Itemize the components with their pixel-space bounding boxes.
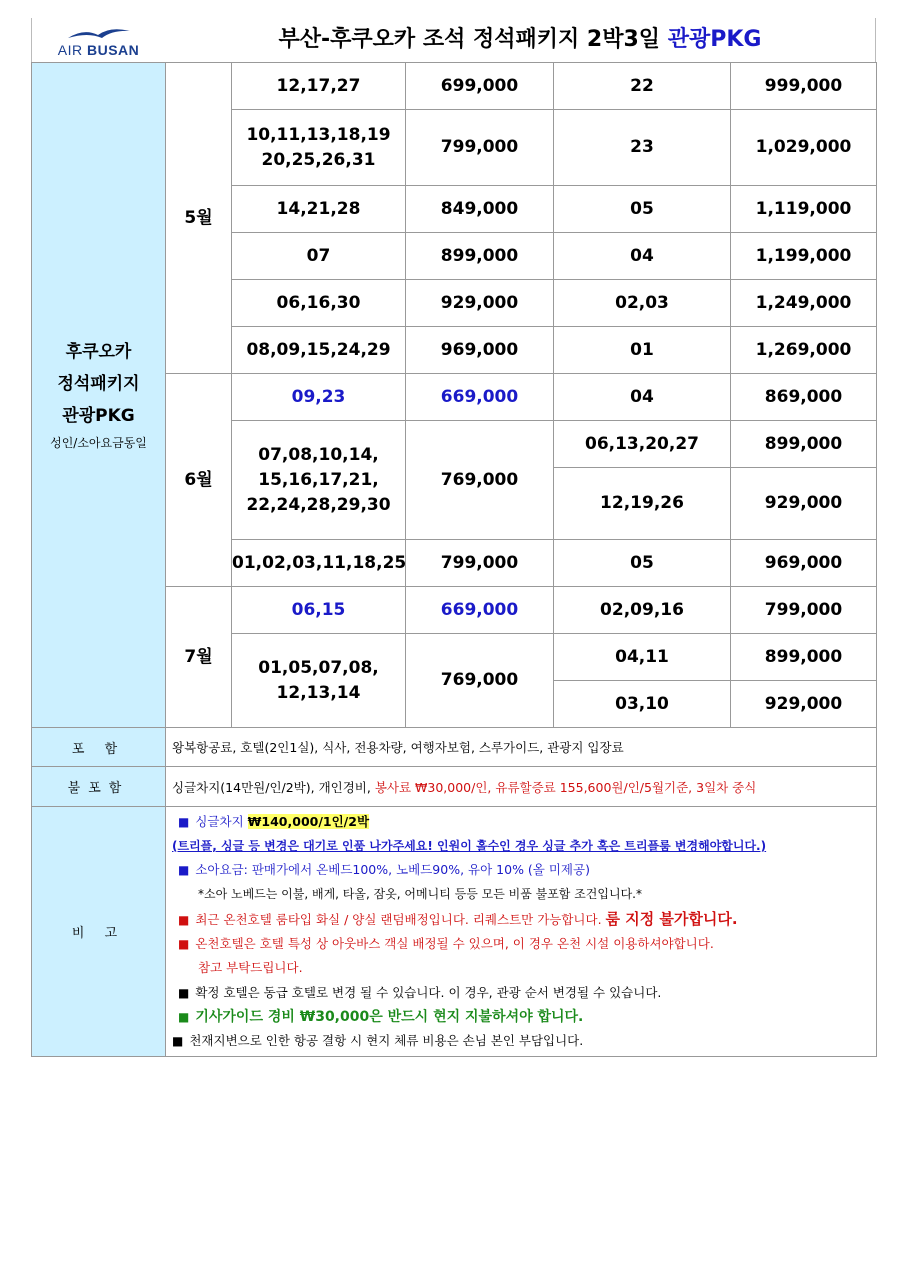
note-disaster-text: 천재지변으로 인한 항공 결항 시 현지 체류 비용은 손님 본인 부담입니다.: [189, 1033, 584, 1049]
note-onsen: [172, 932, 870, 956]
include-label: 포 함: [32, 728, 166, 767]
dates-line: 15,16,17,21,: [258, 469, 379, 490]
package-label-cell: [32, 63, 166, 728]
blue-square-icon: ■: [178, 814, 190, 829]
departure-dates: [232, 110, 406, 186]
price: 769,000: [406, 634, 554, 728]
price: 1,249,000: [731, 280, 877, 327]
exclude-cell: [166, 767, 877, 807]
departure-dates: 07: [232, 233, 406, 280]
departure-dates: 01,02,03,11,18,25: [232, 540, 406, 587]
dates-line: 12,13,14: [276, 682, 361, 703]
departure-dates: 12,17,27: [232, 63, 406, 110]
departure-dates: 06,13,20,27: [554, 421, 731, 468]
note-room-b: 룸 지정 불가합니다.: [605, 909, 738, 928]
price: 969,000: [731, 540, 877, 587]
price-table: [31, 62, 877, 728]
departure-dates: 05: [554, 540, 731, 587]
black-square-icon: ■: [178, 985, 190, 1000]
include-text: 왕복항공료, 호텔(2인1실), 식사, 전용차량, 여행자보험, 스루가이드, 관광지 입장료: [166, 728, 877, 767]
price: 799,000: [731, 587, 877, 634]
price: 929,000: [406, 280, 554, 327]
departure-dates: 08,09,15,24,29: [232, 327, 406, 374]
note-onsen-text: 온천호텔은 호텔 특성 상 아웃바스 객실 배정될 수 있으며, 이 경우 온천 시설 이용하셔야합니다.: [195, 936, 714, 951]
price: 669,000: [406, 587, 554, 634]
price: 669,000: [406, 374, 554, 421]
price: 1,269,000: [731, 327, 877, 374]
red-square-icon: ■: [178, 912, 190, 927]
note-single: [172, 810, 870, 834]
dates-line: 22,24,28,29,30: [246, 494, 391, 515]
departure-dates: [232, 634, 406, 728]
include-row: [32, 728, 877, 767]
exclude-label: 불포함: [32, 767, 166, 807]
note-triple: (트리플, 싱글 등 변경은 대기로 인품 나가주세요! 인원이 홀수인 경우 싱글 추가 혹은 트리플룸 변경해야합니다.): [172, 838, 767, 853]
side-line3: 관광PKG: [62, 406, 135, 426]
dates-line: 01,05,07,08,: [258, 657, 379, 678]
dates-line: 07,08,10,14,: [258, 444, 379, 465]
month-july: 7월: [166, 587, 232, 728]
note-onsen2: 참고 부탁드립니다.: [198, 960, 303, 976]
red-square-icon: ■: [178, 937, 190, 951]
month-may: 5월: [166, 63, 232, 374]
price: 899,000: [731, 421, 877, 468]
notes-cell: [166, 807, 877, 1057]
note-single-a: 싱글차지: [195, 813, 248, 829]
note-child-text: 소아요금: 판매가에서 온베드100%, 노베드90%, 유아 10% (올 미제공): [195, 862, 590, 878]
departure-dates: 04: [554, 374, 731, 421]
exclude-red: 봉사료 ₩30,000/인, 유류할증료 155,600원/인/5월기준, 3일차 중식: [374, 779, 757, 795]
logo-brand: BUSAN: [86, 42, 140, 58]
price: 899,000: [406, 233, 554, 280]
price: 799,000: [406, 540, 554, 587]
side-line2: 정석패키지: [57, 374, 140, 394]
departure-dates: [232, 421, 406, 540]
departure-dates: 12,19,26: [554, 468, 731, 540]
departure-dates: 05: [554, 186, 731, 233]
logo-prefix: AIR: [57, 42, 83, 58]
price: 869,000: [731, 374, 877, 421]
price: 849,000: [406, 186, 554, 233]
note-room: [172, 907, 870, 932]
departure-dates: 02,03: [554, 280, 731, 327]
green-square-icon: ■: [178, 1009, 190, 1024]
departure-dates: 01: [554, 327, 731, 374]
departure-dates: 02,09,16: [554, 587, 731, 634]
notes-label: 비 고: [32, 807, 166, 1057]
header: [31, 18, 876, 62]
dates-line: 10,11,13,18,19: [246, 124, 391, 145]
departure-dates: 23: [554, 110, 731, 186]
departure-dates: 06,15: [232, 587, 406, 634]
title-main: 부산-후쿠오카 조석 정석패키지 2박3일: [278, 27, 661, 52]
price: 999,000: [731, 63, 877, 110]
title-pkg: 관광PKG: [667, 27, 762, 52]
price: 799,000: [406, 110, 554, 186]
departure-dates: 04,11: [554, 634, 731, 681]
price: 929,000: [731, 681, 877, 728]
notes-row: [32, 807, 877, 1057]
side-line1: 후쿠오카: [65, 342, 132, 362]
price: 1,199,000: [731, 233, 877, 280]
dates-line: 20,25,26,31: [261, 149, 376, 170]
price: 1,029,000: [731, 110, 877, 186]
black-square-icon: ■: [172, 1034, 184, 1049]
departure-dates: 14,21,28: [232, 186, 406, 233]
departure-dates: 03,10: [554, 681, 731, 728]
air-busan-logo: [31, 18, 165, 62]
month-june: 6월: [166, 374, 232, 587]
side-note: 성인/소아요금동일: [50, 436, 147, 450]
note-guide: [172, 1005, 870, 1029]
price: 769,000: [406, 421, 554, 540]
departure-dates: 04: [554, 233, 731, 280]
price: 929,000: [731, 468, 877, 540]
note-disaster: [172, 1029, 870, 1053]
price: 969,000: [406, 327, 554, 374]
price: 1,119,000: [731, 186, 877, 233]
note-single-b: ₩140,000/1인/2박: [247, 813, 370, 829]
page-title: [165, 18, 876, 62]
exclude-normal: 싱글차지(14만원/인/2박), 개인경비,: [172, 779, 375, 795]
price-sheet: [31, 18, 876, 1057]
note-room-a: 최근 온천호텔 룸타입 화실 / 양실 랜덤배정입니다. 리퀘스트만 가능합니다.: [195, 911, 606, 927]
table-row: [32, 63, 877, 110]
departure-dates: 22: [554, 63, 731, 110]
departure-dates: 06,16,30: [232, 280, 406, 327]
departure-dates: 09,23: [232, 374, 406, 421]
note-hotel-text: 확정 호텔은 동급 호텔로 변경 될 수 있습니다. 이 경우, 관광 순서 변경될 수 있습니다.: [195, 984, 662, 1000]
price: 699,000: [406, 63, 554, 110]
exclude-row: [32, 767, 877, 807]
blue-square-icon: ■: [178, 863, 190, 878]
seagull-icon: [64, 26, 134, 42]
price: 899,000: [731, 634, 877, 681]
note-child-detail: *소아 노베드는 이불, 배게, 타올, 잠옷, 어메니티 등등 모든 비품 불포함 조건입니다.*: [198, 887, 642, 902]
note-hotel: [172, 981, 870, 1005]
note-guide-text: 기사가이드 경비 ₩30,000은 반드시 현지 지불하셔야 합니다.: [195, 1008, 584, 1025]
note-child: [172, 858, 870, 882]
info-table: [31, 727, 877, 1057]
